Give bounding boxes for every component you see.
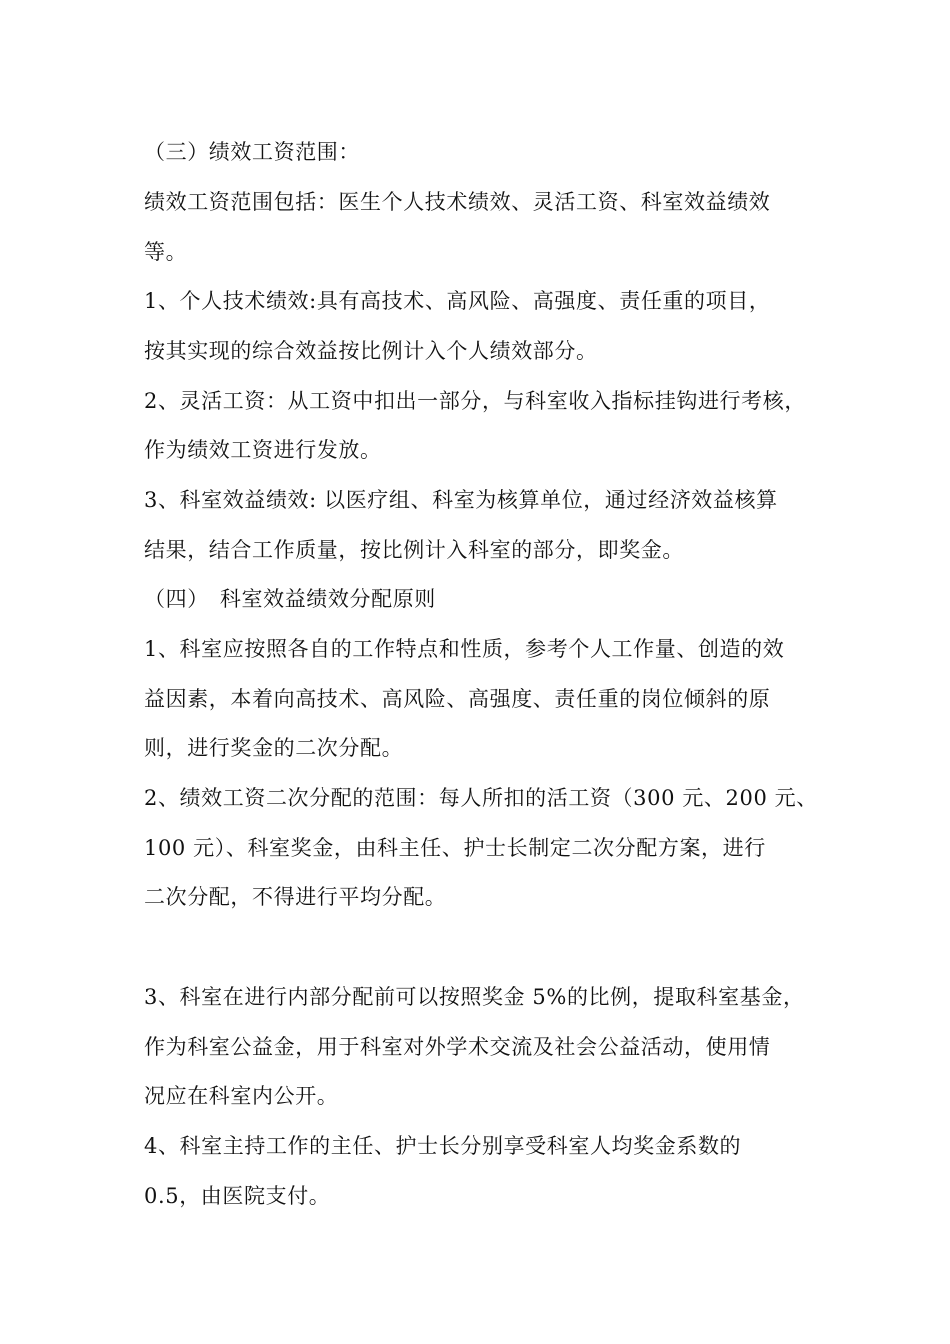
paragraph-line: 况应在科室内公开。 [144,1084,339,1108]
paragraph-line: 2、绩效工资二次分配的范围：每人所扣的活工资（300 元、200 元、 [144,786,818,810]
paragraph-line: 100 元）、科室奖金，由科主任、护士长制定二次分配方案，进行 [144,836,766,860]
section-heading-4: （四） 科室效益绩效分配原则 [144,587,436,611]
paragraph-line: 结果，结合工作质量，按比例计入科室的部分，即奖金。 [144,538,684,562]
paragraph-line: 1、个人技术绩效:具有高技术、高风险、高强度、责任重的项目， [144,289,771,313]
paragraph-line: 益因素，本着向高技术、高风险、高强度、责任重的岗位倾斜的原 [144,687,771,711]
paragraph-line: 4、科室主持工作的主任、护士长分别享受科室人均奖金系数的 [144,1134,742,1158]
section-heading-3: （三）绩效工资范围： [144,140,360,164]
paragraph-line: 作为科室公益金，用于科室对外学术交流及社会公益活动，使用情 [144,1035,771,1059]
paragraph-line: 作为绩效工资进行发放。 [144,438,382,462]
paragraph-line: 等。 [144,240,188,264]
paragraph-line: 按其实现的综合效益按比例计入个人绩效部分。 [144,339,598,363]
paragraph-line: 二次分配，不得进行平均分配。 [144,885,447,909]
paragraph-line: 绩效工资范围包括：医生个人技术绩效、灵活工资、科室效益绩效 [144,190,771,214]
paragraph-line: 3、科室在进行内部分配前可以按照奖金 5%的比例，提取科室基金， [144,985,805,1009]
paragraph-line: 则，进行奖金的二次分配。 [144,736,404,760]
paragraph-line: 0.5，由医院支付。 [144,1184,331,1208]
paragraph-line: 1、科室应按照各自的工作特点和性质，参考个人工作量、创造的效 [144,637,785,661]
paragraph-line: 3、科室效益绩效: 以医疗组、科室为核算单位，通过经济效益核算 [144,488,778,512]
paragraph-line: 2、灵活工资：从工资中扣出一部分，与科室收入指标挂钩进行考核， [144,389,806,413]
